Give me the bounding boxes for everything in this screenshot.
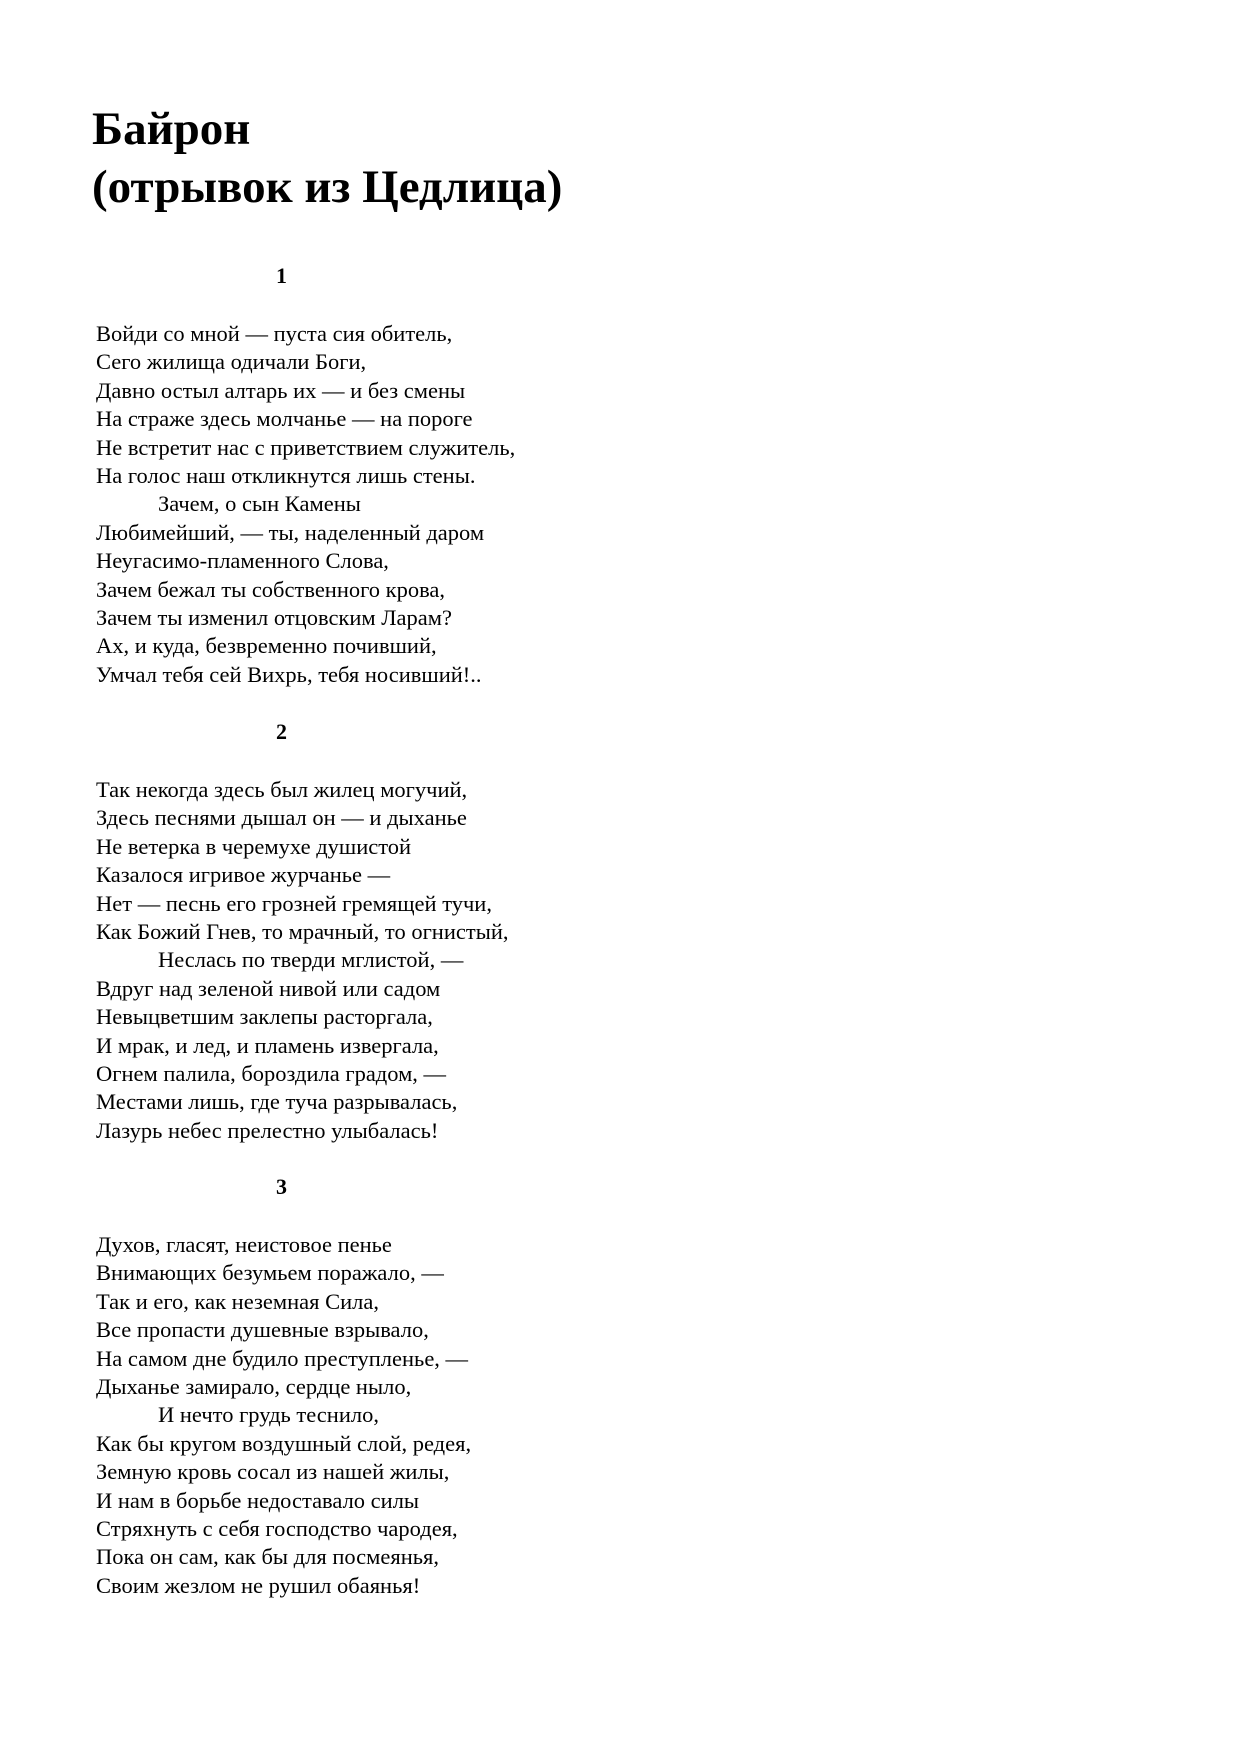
verse-line: Не встретит нас с приветствием служитель,: [96, 434, 516, 460]
verse-line: Стряхнуть с себя господство чародея,: [96, 1516, 458, 1542]
page-title: [92, 100, 562, 216]
verse-line: Зачем ты изменил отцовским Ларам?: [96, 605, 452, 631]
verse-line: И мрак, и лед, и пламень извергала,: [96, 1032, 439, 1058]
stanza: [96, 320, 515, 689]
verse-line: Ах, и куда, безвременно почивший,: [96, 633, 437, 659]
verse-line: Своим жезлом не рушил обаянья!: [96, 1572, 421, 1598]
verse-line: Все пропасти душевные взрывало,: [96, 1317, 429, 1343]
section-number: 1: [276, 263, 287, 288]
title-line-2: (отрывок из Цедлица): [92, 161, 563, 213]
verse-line: Не ветерка в черемухе душистой: [96, 833, 412, 859]
verse-line: Так некогда здесь был жилец могучий,: [96, 777, 468, 802]
verse-line: Любимейший, — ты, наделенный даром: [96, 519, 485, 545]
title-line-1: Байрон: [92, 103, 251, 155]
verse-line: Лазурь небес прелестно улыбалась!: [96, 1117, 439, 1143]
verse-line: Неслась по тверди мглистой, —: [158, 947, 464, 973]
stanza: [96, 1231, 471, 1600]
verse-line: Дыханье замирало, сердце ныло,: [96, 1374, 412, 1400]
verse-line: Здесь песнями дышал он — и дыханье: [96, 805, 467, 831]
verse-line: На страже здесь молчанье — на пороге: [96, 406, 473, 432]
verse-line: Сего жилища одичали Боги,: [96, 349, 367, 375]
verse-line: Зачем, о сын Камены: [158, 491, 361, 517]
verse-line: На самом дне будило преступленье, —: [96, 1345, 469, 1371]
section-number: 2: [276, 719, 287, 744]
verse-line: Духов, гласят, неистовое пенье: [96, 1232, 392, 1257]
verse-line: Местами лишь, где туча разрывалась,: [96, 1089, 458, 1115]
verse-line: Зачем бежал ты собственного крова,: [96, 576, 446, 602]
verse-line: Огнем палила, бороздила градом, —: [96, 1061, 447, 1087]
stanza: [96, 776, 509, 1145]
verse-line: Земную кровь сосал из нашей жилы,: [96, 1459, 450, 1485]
verse-line: Как Божий Гнев, то мрачный, то огнистый,: [96, 919, 509, 945]
verse-line: Пока он сам, как бы для посмеянья,: [96, 1544, 440, 1570]
verse-line: И нам в борьбе недоставало силы: [96, 1487, 420, 1513]
verse-line: Умчал тебя сей Вихрь, тебя носивший!..: [96, 661, 482, 687]
verse-line: Как бы кругом воздушный слой, редея,: [96, 1430, 472, 1456]
verse-line: Войди со мной — пуста сия обитель,: [96, 321, 453, 346]
section-number: 3: [276, 1174, 287, 1199]
verse-line: Вдруг над зеленой нивой или садом: [96, 975, 441, 1001]
verse-line: И нечто грудь теснило,: [158, 1402, 379, 1428]
verse-line: Казалося игривое журчанье —: [96, 862, 391, 888]
verse-line: Невыцветшим заклепы расторгала,: [96, 1004, 433, 1030]
verse-line: Неугасимо-пламенного Слова,: [96, 548, 389, 574]
verse-line: Так и его, как неземная Сила,: [96, 1288, 379, 1314]
verse-line: Нет — песнь его грозней гремящей тучи,: [96, 890, 492, 916]
verse-line: На голос наш откликнутся лишь стены.: [96, 463, 476, 489]
verse-line: Давно остыл алтарь их — и без смены: [96, 377, 466, 403]
verse-line: Внимающих безумьем поражало, —: [96, 1260, 444, 1286]
